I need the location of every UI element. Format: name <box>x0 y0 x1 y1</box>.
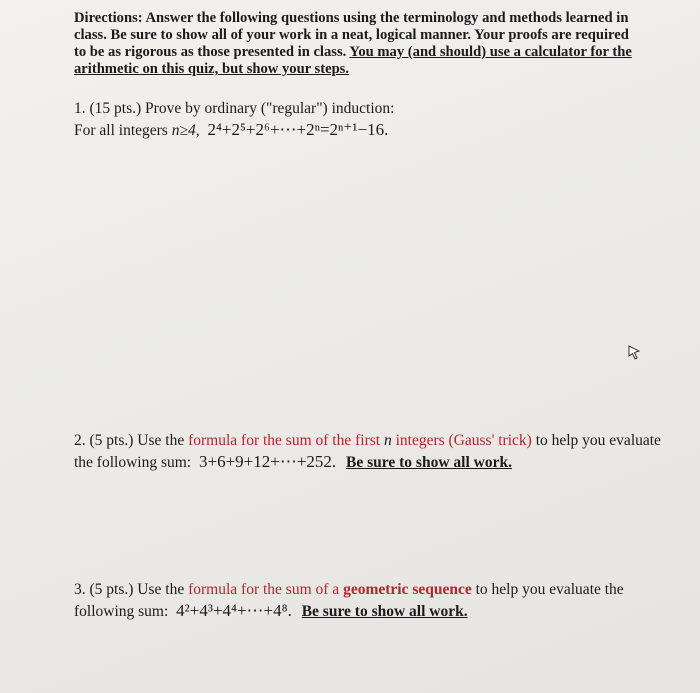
q3-formula-text: formula for the sum of a <box>188 581 340 598</box>
question-1 <box>74 98 634 141</box>
q3-emphasis: Be sure to show all work. <box>301 603 468 620</box>
q1-prompt: Prove by ordinary ("regular") induction: <box>145 100 395 117</box>
q1-condition: n≥4, <box>171 122 200 139</box>
q1-number: 1. <box>74 100 86 117</box>
q3-number: 3. <box>74 581 86 598</box>
q3-points: (5 pts.) <box>89 581 134 598</box>
directions-text: Directions: Answer the following questions using the terminology and methods learned in class. Be sure to show all of your work in a neat, logical manner. Your proofs are required to be as rigorous as those presented in class. <box>74 10 629 60</box>
question-3 <box>74 579 674 622</box>
q3-geometric-text: geometric sequence <box>343 581 472 598</box>
q3-sum: 4²+4³+4⁴+⋯+4⁸. <box>176 601 292 620</box>
q2-emphasis: Be sure to show all work. <box>346 454 512 471</box>
directions-calculator-note: You may (and should) use a calculator for the arithmetic on this quiz, but show your steps. <box>74 44 632 77</box>
q1-points: (15 pts.) <box>89 100 142 117</box>
question-2 <box>74 430 664 473</box>
q2-sum: 3+6+9+12+⋯+252. <box>198 452 337 471</box>
q3-text-a: Use the <box>137 581 185 598</box>
directions-block <box>74 10 644 78</box>
q2-integers-text: integers (Gauss' trick) <box>395 432 532 449</box>
q3-text-b: to help you evaluate the following sum: <box>74 581 624 620</box>
q1-for-all: For all integers <box>74 122 168 139</box>
mouse-pointer-icon <box>627 344 641 360</box>
q2-number: 2. <box>74 432 86 449</box>
q2-n: n <box>383 432 392 449</box>
q2-points: (5 pts.) <box>89 432 134 449</box>
q1-equation: 2⁴+2⁵+2⁶+⋯+2ⁿ=2ⁿ⁺¹−16. <box>207 120 389 139</box>
q2-formula-text: formula for the sum of the first <box>188 432 381 449</box>
q2-text-a: Use the <box>137 432 185 449</box>
q2-text-b: to help you evaluate the following sum: <box>74 432 661 471</box>
